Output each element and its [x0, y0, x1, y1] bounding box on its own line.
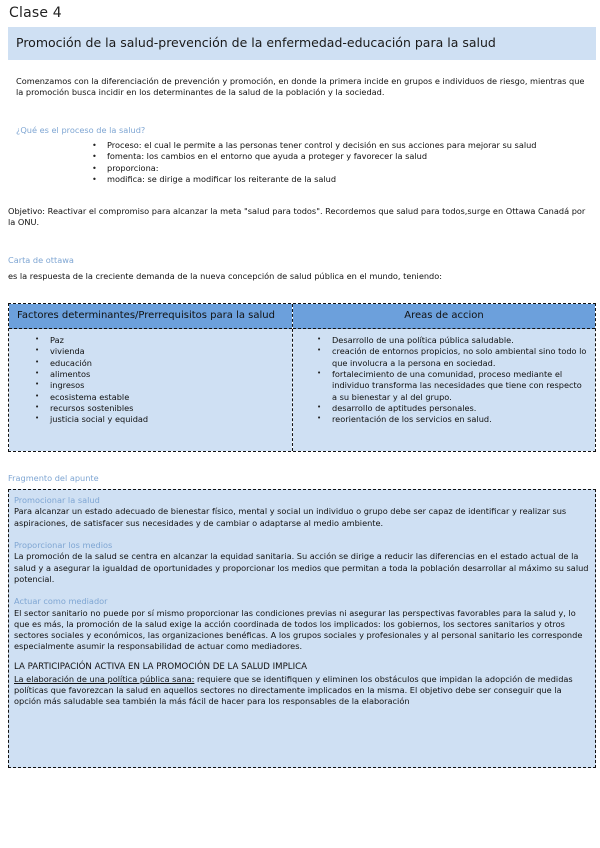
- list-item: • creación de entornos propicios, no solo ambiental sino todo lo que involucra a la persona en sociedad.: [317, 346, 589, 369]
- determinants-column: [9, 304, 293, 451]
- list-item: • Paz: [35, 335, 292, 346]
- process-heading: ¿Qué es el proceso de la salud?: [16, 125, 146, 135]
- fragment-section: [14, 540, 590, 585]
- list-item: • desarrollo de aptitudes personales.: [317, 403, 589, 414]
- document-title: Promoción de la salud-prevención de la enfermedad-educación para la salud: [8, 27, 596, 60]
- objective-paragraph: Objetivo: Reactivar el compromiso para alcanzar la meta "salud para todos". Recordemos que salud para todos,surge en Ottawa Canadá por la ONU.: [8, 206, 586, 228]
- list-item: • ecosistema estable: [35, 392, 292, 403]
- determinants-header: Factores determinantes/Prerrequisitos para la salud: [9, 304, 292, 329]
- carta-heading: Carta de ottawa: [8, 255, 74, 265]
- participation-text: [14, 674, 590, 708]
- list-item: • reorientación de los servicios en salud.: [317, 414, 589, 425]
- list-item: • modifica: se dirige a modificar los reiterante de la salud: [92, 174, 594, 185]
- action-areas-header: Areas de accion: [293, 304, 595, 329]
- list-item: • recursos sostenibles: [35, 403, 292, 414]
- list-item: • educación: [35, 358, 292, 369]
- fragment-box: [8, 489, 596, 768]
- determinants-list: [9, 335, 292, 426]
- list-item: • fomenta: los cambios en el entorno que ayuda a proteger y favorecer la salud: [92, 151, 594, 162]
- participation-underlined: La elaboración de una política pública sana:: [14, 673, 195, 684]
- fragment-section: [14, 596, 590, 653]
- section-heading: Actuar como mediador: [14, 596, 108, 607]
- section-text: El sector sanitario no puede por sí mismo proporcionar las condiciones previas ni asegurar las perspectivas favorables para la salud y, lo que es más, la promoción de la salud exige la acción coordinada de todos los implicados: los gobiernos, los sectores sanitarios y otros sectores sociales y económicos, las organizaciones benéficas. A los grupos sociales y profesionales y al personal sanitario les corresponde especialmente asumir la responsabilidad de actuar como mediadores.: [14, 607, 583, 652]
- list-item: • alimentos: [35, 369, 292, 380]
- section-heading: Proporcionar los medios: [14, 539, 113, 550]
- action-areas-body: [293, 329, 595, 451]
- list-item: • vivienda: [35, 346, 292, 357]
- list-item: • fortalecimiento de una comunidad, proceso mediante el individuo transforma las necesidades que tiene con respecto a su bienestar y al del grupo.: [317, 369, 589, 403]
- section-heading: Promocionar la salud: [14, 495, 100, 505]
- list-item: • ingresos: [35, 380, 292, 391]
- factors-table: [8, 303, 596, 452]
- action-areas-list: [293, 335, 595, 426]
- determinants-body: [9, 329, 292, 451]
- list-item: • Desarrollo de una política pública saludable.: [317, 335, 589, 346]
- list-item: • Proceso: el cual le permite a las personas tener control y decisión en sus acciones para mejorar su salud: [92, 140, 594, 151]
- carta-intro: es la respuesta de la creciente demanda de la nueva concepción de salud pública en el mundo, teniendo:: [8, 271, 443, 281]
- section-text: Para alcanzar un estado adecuado de bienestar físico, mental y social un individuo o grupo debe ser capaz de identificar y realizar sus aspiraciones, de satisfacer sus necesidades y de cambiar o adaptarse al medio ambiente.: [14, 506, 567, 528]
- action-areas-column: [293, 304, 595, 451]
- fragment-section: [14, 495, 590, 529]
- list-item: • justicia social y equidad: [35, 414, 292, 425]
- class-label: Clase 4: [9, 5, 62, 21]
- participation-heading: LA PARTICIPACIÓN ACTIVA EN LA PROMOCIÓN DE LA SALUD IMPLICA: [14, 661, 307, 672]
- participation-body: requiere que se identifiquen y eliminen los obstáculos que impidan la adopción de medidas políticas que favorezcan la salud en aquellos sectores no directamente implicados en la misma. El objetivo debe ser conseguir que la opción más saludable sea también la más fácil de hacer para los responsables de la elaboración: [14, 673, 573, 707]
- intro-paragraph: Comenzamos con la diferenciación de prevención y promoción, en donde la primera incide en grupos e individuos de riesgo, mientras que la promoción busca incidir en los determinantes de la salud de la población y la sociedad.: [16, 76, 585, 98]
- process-list: [92, 140, 594, 185]
- section-text: La promoción de la salud se centra en alcanzar la equidad sanitaria. Su acción se dirige a reducir las diferencias en el estado actual de la salud y a asegurar la igualdad de oportunidades y proporcionar los medios que permitan a toda la población desarrollar al máximo su salud potencial.: [14, 551, 589, 584]
- list-item: • proporciona:: [92, 163, 594, 174]
- fragment-heading: Fragmento del apunte: [8, 473, 99, 483]
